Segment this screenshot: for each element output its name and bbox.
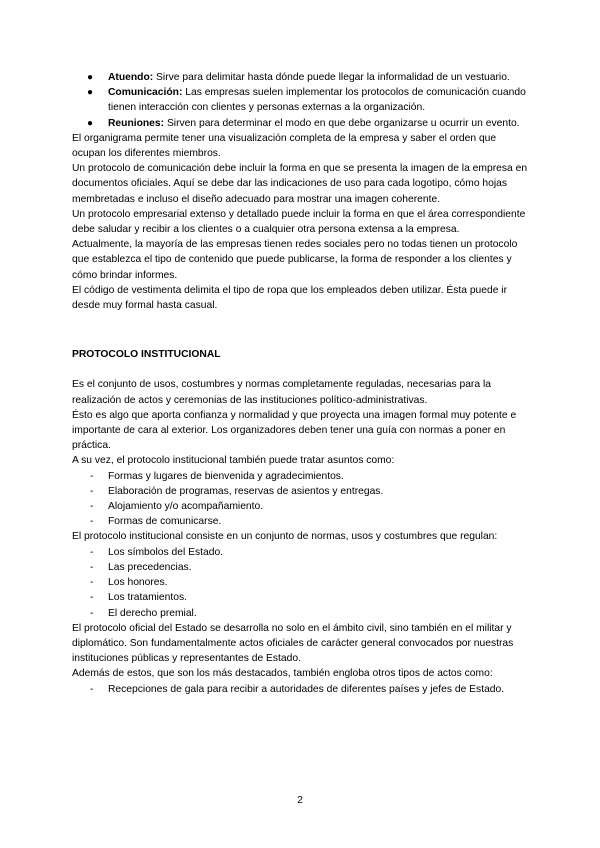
- dash-icon: -: [90, 546, 94, 558]
- list-item-text: Sirve para delimitar hasta dónde puede llegar la informalidad de un vestuario.: [153, 72, 510, 83]
- dash-icon: -: [90, 561, 94, 573]
- list-item: [72, 682, 532, 697]
- list-item: [72, 575, 532, 590]
- list-item-text: Alojamiento y/o acompañamiento.: [108, 501, 264, 513]
- list-item-text: Recepciones de gala para recibir a autoridades de diferentes países y jefes de Estado.: [108, 683, 505, 695]
- list-item: [72, 560, 532, 575]
- dash-list-regulations: [72, 545, 532, 621]
- dash-icon: -: [90, 683, 94, 695]
- dash-icon: -: [90, 485, 94, 497]
- dash-icon: -: [90, 470, 94, 482]
- list-item-term: Atuendo:: [108, 72, 154, 83]
- list-item-term: Comunicación:: [108, 87, 183, 99]
- bullet-list-top: [72, 70, 532, 131]
- list-item: [72, 590, 532, 605]
- list-item: [72, 484, 532, 499]
- list-item-text: Formas y lugares de bienvenida y agradecimientos.: [108, 470, 344, 482]
- dash-icon: -: [90, 592, 94, 604]
- paragraph: El protocolo institucional consiste en un conjunto de normas, usos y costumbres que regulan:: [72, 531, 498, 543]
- list-item-text: Los honores.: [108, 577, 168, 589]
- paragraph: A su vez, el protocolo institucional también puede tratar asuntos como:: [72, 455, 395, 467]
- list-item-text: Sirven para determinar el modo en que debe organizarse u ocurrir un evento.: [164, 117, 520, 129]
- paragraph: Actualmente, la mayoría de las empresas tienen redes sociales pero no todas tienen un protocolo que establezca el tipo de contenido que puede publicarse, la forma de responder a los clientes y cómo brindar informes.: [72, 239, 518, 281]
- list-item: [72, 514, 532, 529]
- list-item: [72, 70, 532, 85]
- dash-icon: -: [90, 607, 94, 619]
- list-item-text: El derecho premial.: [108, 607, 197, 619]
- dash-list-events: [72, 682, 532, 697]
- paragraph: Es el conjunto de usos, costumbres y normas completamente reguladas, necesarias para la realización de actos y ceremonias de las instituciones político-administrativas.: [72, 379, 491, 406]
- section-heading: PROTOCOLO INSTITUCIONAL: [72, 349, 221, 361]
- list-item: [72, 85, 532, 115]
- paragraph: El organigrama permite tener una visualización completa de la empresa y saber el orden que ocupan los diferentes miembros.: [72, 132, 497, 160]
- list-item-text: Los tratamientos.: [108, 592, 187, 604]
- paragraph: Un protocolo de comunicación debe incluir la forma en que se presenta la imagen de la empresa en documentos oficiales. Aquí se debe dar las indicaciones de uso para cada logotipo, cómo hojas membretadas e incluso el diseño adecuado para mostrar una imagen coherente.: [72, 163, 528, 205]
- list-item-text: Formas de comunicarse.: [108, 516, 222, 528]
- bullet-icon: ●: [87, 87, 94, 99]
- bullet-icon: ●: [87, 117, 94, 129]
- paragraph: Además de estos, que son los más destacados, también engloba otros tipos de actos como:: [72, 668, 493, 680]
- list-item-text: Las empresas suelen implementar los protocolos de comunicación cuando tienen interacción con clientes y personas externas a la organización.: [108, 87, 526, 114]
- page-number: 2: [297, 794, 303, 806]
- list-item-term: Reuniones:: [108, 117, 165, 129]
- list-item: [72, 116, 532, 131]
- paragraph: Un protocolo empresarial extenso y detallado puede incluir la forma en que el área correspondiente debe saludar y recibir a los clientes o a cualquier otra persona extensa a la empresa.: [72, 208, 526, 236]
- list-item: [72, 499, 532, 514]
- list-item: [72, 606, 532, 621]
- page-content: [72, 70, 532, 697]
- dash-icon: -: [90, 516, 94, 528]
- paragraph: Ésto es algo que aporta confianza y normalidad y que proyecta una imagen formal muy potente e importante de cara al exterior. Los organizadores deben tener una guía con normas a poner en práctica.: [72, 409, 517, 452]
- paragraph: El protocolo oficial del Estado se desarrolla no solo en el ámbito civil, sino también en el militar y diplomático. Son fundamentalmente actos oficiales de carácter general convocados por nuestras instituciones públicas y representantes de Estado.: [72, 622, 514, 665]
- paragraph: El código de vestimenta delimita el tipo de ropa que los empleados deben utilizar. Ésta puede ir desde muy formal hasta casual.: [72, 284, 508, 312]
- dash-icon: -: [90, 501, 94, 513]
- list-item: [72, 469, 532, 484]
- list-item-text: Las precedencias.: [108, 561, 192, 573]
- dash-list-topics: [72, 469, 532, 530]
- bullet-icon: ●: [87, 72, 94, 83]
- list-item: [72, 545, 532, 560]
- dash-icon: -: [90, 577, 94, 589]
- list-item-text: Elaboración de programas, reservas de asientos y entregas.: [108, 485, 384, 497]
- list-item-text: Los símbolos del Estado.: [108, 546, 224, 558]
